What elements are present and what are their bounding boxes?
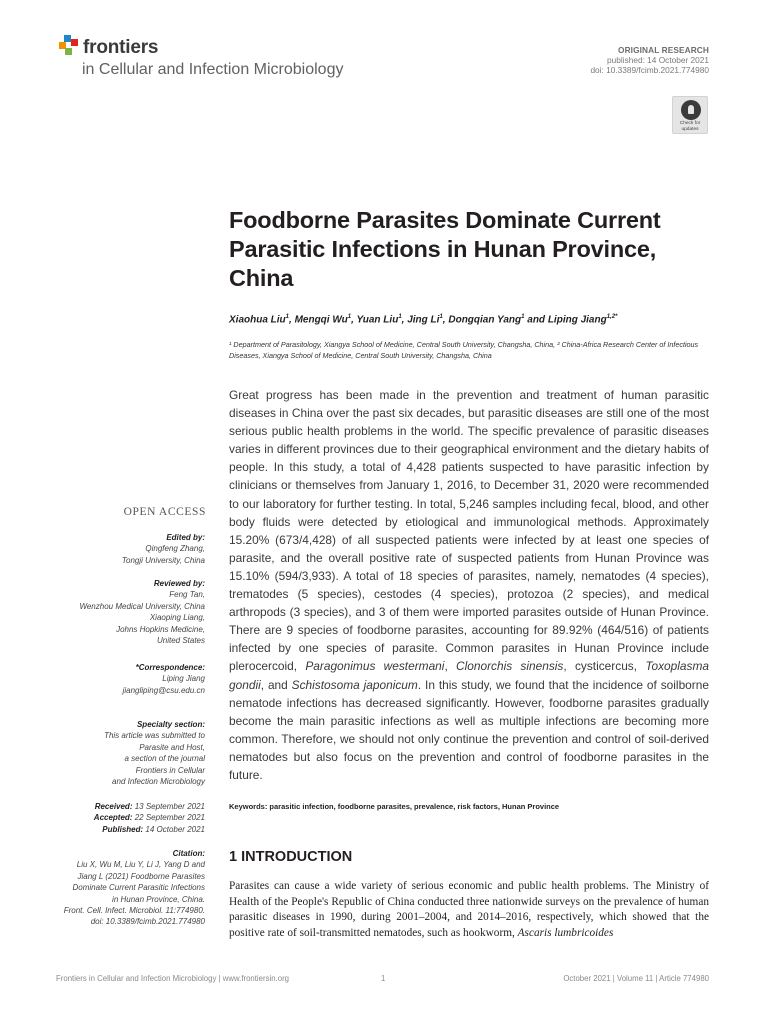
species-name: Schistosoma japonicum [291, 677, 418, 692]
author[interactable]: Mengqi Wu [294, 314, 348, 326]
author[interactable]: Dongqian Yang [448, 314, 522, 326]
article-title: Foodborne Parasites Dominate Current Parasitic Infections in Hunan Province, China [229, 207, 661, 291]
abstract: Great progress has been made in the prevention and treatment of human parasitic diseases in China over the past six decades, but parasitic diseases are still one of the most serious public health problems in the world. The specific prevalence of parasitic diseases varies in different provinces due to their geographical environment and the dietary habits of people. In this study, a total of 4,428 patients suspected to have parasitic infection by clinicians or themselves from January 1, 2016, to December 31, 2020 were recommended to our laboratory for further testing. In total, 5,246 samples including fecal, blood, and other body fluids were detected by etiological and immunological methods. Approximately 15.20% (673/4,428) of all suspected patients were infected by at least one species of parasite, and the overall positive rate of suspected patients from Hunan Province was 15.10% (594/3,933). A total of 18 species of parasites, namely, nematodes (4 species), trematodes (5 species), cestodes (4 species), protozoa (2 species), and medical arthropods (3 species), and 3 of them were imported parasites outside of Hunan Province. There are 9 species of foodborne parasites, accounting for 89.92% (464/516) of patients infected by one species of parasite. Common parasites in Hunan Province include plerocercoid, Paragonimus westermani, Clonorchis sinensis, cysticercus, Toxoplasma gondii, and Schistosoma japonicum. In this study, we found that the incidence of soilborne nematode infections has decreased significantly. However, foodborne parasites gradually become the main parasitic infections as well as multiple infections are becoming more common. Therefore, we should not only continue the prevention and control of soil-derived nematodes but also focus on the prevention and control of foodborne parasites in the future. [229, 388, 709, 782]
published-date: published: 14 October 2021 [607, 55, 709, 65]
bookmark-icon [681, 100, 701, 120]
section-heading: 1 INTRODUCTION [229, 849, 353, 865]
species-name: Clonorchis sinensis [456, 659, 564, 674]
reviewed-by: Reviewed by: Feng Tan, Wenzhou Medical University, China Xiaoping Liang, Johns Hopkins Medicine, United States [79, 579, 205, 646]
author[interactable]: Yuan Liu [356, 314, 399, 326]
article-meta [590, 45, 709, 75]
keywords: Keywords: parasitic infection, foodborne parasites, prevalence, risk factors, Hunan Province [229, 802, 560, 811]
journal-logo[interactable] [56, 34, 396, 82]
check-for-updates-button[interactable]: Check for updates [672, 96, 708, 134]
species-name: Toxoplasma gondii [229, 659, 709, 692]
affiliations: ¹ Department of Parasitology, Xiangya School of Medicine, Central South University, Changsha, China, ² China-Africa Research Center of Infectious Diseases, Xiangya School of Medicine, Central South University, Changsha, China [229, 340, 699, 360]
author[interactable]: Xiaohua Liu [229, 314, 286, 326]
citation: Citation: Liu X, Wu M, Liu Y, Li J, Yang D and Jiang L (2021) Foodborne Parasites Dominate Current Parasitic Infections in Hunan Province, China. Front. Cell. Infect. Microbiol. 11:774980. doi: 10.3389/fcimb.2021.774980 [63, 849, 205, 927]
article-doi[interactable]: doi: 10.3389/fcimb.2021.774980 [590, 65, 709, 75]
open-access-label: OPEN ACCESS [123, 506, 206, 518]
frontiers-logo-icon [58, 35, 82, 61]
brand-name: frontiers [83, 37, 159, 58]
specialty-section: Specialty section: This article was submitted to Parasite and Host, a section of the journal Frontiers in Cellular and Infection Microbiology [104, 720, 205, 787]
page-number: 1 [381, 974, 386, 983]
correspondence: *Correspondence: Liping Jiang jiangliping@csu.edu.cn [122, 663, 205, 695]
author-list: Xiaohua Liu$^1$, Mengqi Wu$^1$, Yuan Liu$^1$, Jing Li$^1$, Dongqian Yang$^1$ and Liping Jiang$^{1,2*}$ [229, 314, 618, 326]
species-name: Ascaris lumbricoides [517, 926, 614, 939]
citation-doi[interactable]: doi: 10.3389/fcimb.2021.774980 [90, 917, 205, 927]
article-dates: Received: 13 September 2021 Accepted: 22 September 2021 Published: 14 October 2021 [93, 802, 205, 834]
article-type: ORIGINAL RESEARCH [618, 45, 709, 55]
introduction-paragraph: Parasites can cause a wide variety of serious economic and public health problems. The Ministry of Health of the People's Republic of China conducted three nationwide surveys on the prevalence of human parasitic diseases in 1990, during 2001–2004, and 2014–2016, respectively, which showed that the positive rate of soil-transmitted nematodes, such as hookworm, Ascaris lumbricoides [229, 880, 709, 939]
footer-issue: October 2021 | Volume 11 | Article 774980 [563, 974, 709, 983]
author[interactable]: Jing Li [407, 314, 440, 326]
author[interactable]: Liping Jiang [547, 314, 607, 326]
edited-by: Edited by: Qingfeng Zhang, Tongji University, China [121, 533, 205, 565]
correspondence-email[interactable]: jiangliping@csu.edu.cn [122, 685, 205, 695]
journal-name: in Cellular and Infection Microbiology [82, 61, 344, 78]
footer-journal-link[interactable]: Frontiers in Cellular and Infection Microbiology | www.frontiersin.org [56, 974, 289, 983]
species-name: Paragonimus westermani [305, 659, 445, 674]
